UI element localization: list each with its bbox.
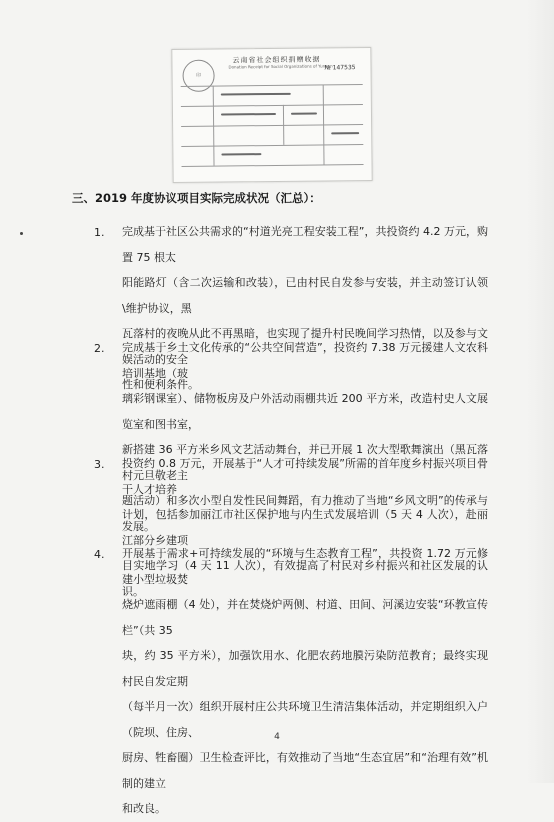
- donation-receipt-image: [171, 47, 372, 183]
- receipt-number: № 147535: [324, 64, 356, 72]
- receipt-rule: [181, 104, 363, 107]
- item-number: 3.: [94, 458, 105, 471]
- margin-dot: [20, 232, 23, 235]
- text-line: 完成基于社区公共需求的“村道光亮工程安装工程”，共投资约 4.2 万元，购置 75 根太: [122, 225, 488, 264]
- item-number: 4.: [94, 548, 105, 561]
- item-number: 2.: [94, 342, 105, 355]
- text-line: 烧炉遮雨棚（4 处），并在焚烧炉两侧、村道、田间、河溪边安装“环教宣传栏”（共 35: [122, 598, 488, 637]
- text-line: 题活动）和多次小型自发性民间舞蹈，有力推动了当地“乡风文明”的传承与发展。: [122, 494, 488, 533]
- section-heading: 三、2019 年度协议项目实际完成状况（汇总）：: [72, 191, 321, 205]
- handwriting: [331, 132, 359, 134]
- text-line: 性和便利条件。: [122, 378, 199, 391]
- text-line: 和改良。: [122, 802, 166, 815]
- receipt-rule: [182, 164, 364, 167]
- text-line: 新搭建 36 平方米乡风文艺活动舞台，并已开展 1 次大型歌舞演出（黑瓦落村元旦敬老主: [122, 443, 488, 482]
- receipt-rule: [283, 105, 284, 145]
- text-line: 瓦落村的夜晚从此不再黑暗，也实现了提升村民晚间学习热情，以及参与文娱活动的安全: [122, 327, 488, 366]
- scan-edge: [526, 0, 554, 783]
- receipt-title: 云南省社会组织捐赠收据: [232, 55, 321, 65]
- receipt-subtitle: Donation Receipt for Social Organizations of Yunnan: [228, 63, 333, 70]
- text-line: 完成基于乡土文化传承的“公共空间营造”，投资约 7.38 万元援建人文农科培训基地（玻: [122, 341, 488, 380]
- item-number: 1.: [94, 226, 105, 239]
- text-line: 计划，包括参加丽江市社区保护地与内生式发展培训（5 天 4 人次），赴丽江部分乡建项: [122, 508, 488, 547]
- page-number: 4: [274, 732, 280, 742]
- handwriting: [291, 113, 317, 115]
- text-line: 阳能路灯（含二次运输和改装），已由村民自发参与安装，并主动签订认领\维护协议，黑: [122, 276, 488, 315]
- text-line: 开展基于需求+可持续发展的“环境与生态教育工程”，共投资 1.72 万元修建小型垃圾焚: [122, 547, 488, 586]
- handwriting: [221, 93, 291, 96]
- official-seal: 印: [182, 60, 214, 92]
- text-line: （每半月一次）组织开展村庄公共环境卫生清洁集体活动，并定期组织入户（院坝、住房、: [122, 700, 488, 739]
- receipt-rule: [181, 124, 363, 127]
- item-paragraph: [122, 541, 488, 822]
- receipt-rule: [181, 144, 363, 147]
- handwriting: [221, 113, 276, 116]
- text-line: 块，约 35 平方米），加强饮用水、化肥农药地膜污染防范教育；最终实现村民自发定期: [122, 649, 488, 688]
- text-line: 投资约 0.8 万元，开展基于“人才可持续发展”所需的首年度乡村振兴项目骨干人才培养: [122, 457, 488, 496]
- text-line: 目实地学习（4 天 11 人次），有效提高了村民对乡村振兴和社区发展的认识。: [122, 559, 488, 598]
- handwriting: [221, 153, 261, 155]
- text-line: 璃彩钢课室）、储物板房及户外活动雨棚共近 200 平方米，改造村史人文展览室和图书室，: [122, 392, 488, 431]
- text-line: 厨房、牲畜圈）卫生检查评比，有效推动了当地“生态宜居”和“治理有效”机制的建立: [122, 751, 488, 790]
